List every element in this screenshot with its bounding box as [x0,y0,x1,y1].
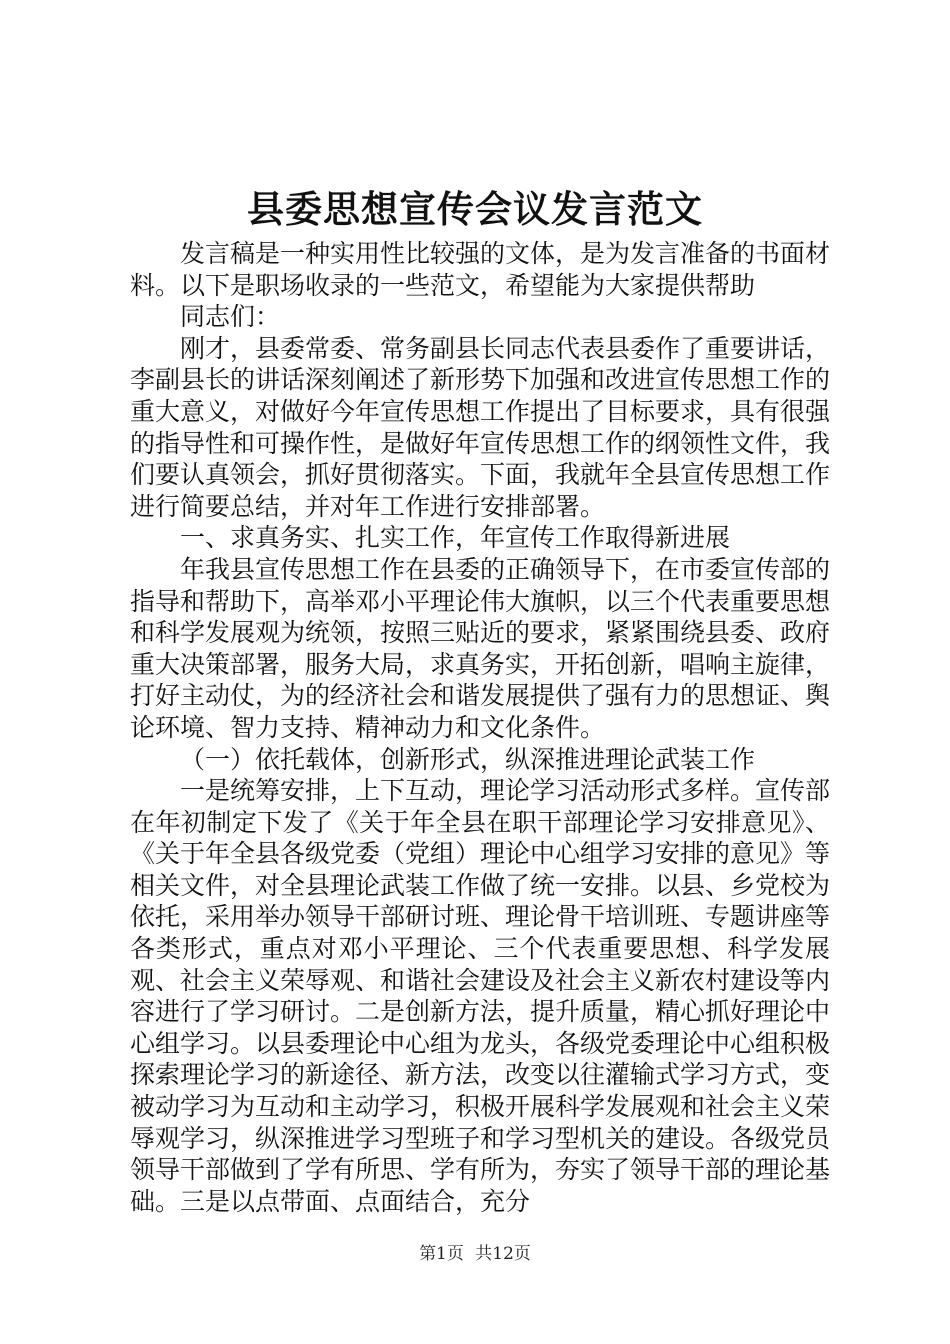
page-number: 第1页 [419,1244,464,1264]
page-footer [0,1242,950,1266]
subsection-heading-1: （一）依托载体，创新形式，纵深推进理论武装工作 [180,744,756,774]
paragraph-intro: 发言稿是一种实用性比较强的文体，是为发言准备的书面材料。以下是职场收录的一些范文，希望能为大家提供帮助 [130,239,831,300]
document-title: 县委思想宣传会议发言范文 [247,187,703,231]
paragraph-opening: 刚才，县委常委、常务副县长同志代表县委作了重要讲话，李副县长的讲话深刻阐述了新形势下加强和改进宣传思想工作的重大意义，对做好今年宣传思想工作提出了目标要求，具有很强的指导性和可操作性，是做好年宣传思想工作的纲领性文件，我们要认真领会，抓好贯彻落实。下面，我就年全县宣传思想工作进行简要总结，并对年工作进行安排部署。 [130,333,831,521]
paragraph-theory-study: 一是统筹安排，上下互动，理论学习活动形式多样。宣传部在年初制定下发了《关于年全县在职干部理论学习安排意见》、《关于年全县各级党委（党组）理论中心组学习安排的意见》等相关文件，对全县理论武装工作做了统一安排。以县、乡党校为依托，采用举办领导干部研讨班、理论骨干培训班、专题讲座等各类形式，重点对邓小平理论、三个代表重要思想、科学发展观、社会主义荣辱观、和谐社会建设及社会主义新农村建设等内容进行了学习研讨。二是创新方法，提升质量，精心抓好理论中心组学习。以县委理论中心组为龙头，各级党委理论中心组积极探索理论学习的新途径、新方法，改变以往灌输式学习方式，变被动学习为互动和主动学习，积极开展科学发展观和社会主义荣辱观学习，纵深推进学习型班子和学习型机关的建设。各级党员领导干部做到了学有所思、学有所为，夯实了领导干部的理论基础。三是以点带面、点面结合，充分 [130,776,831,1216]
page-total: 共12页 [475,1244,531,1264]
paragraph-summary: 年我县宣传思想工作在县委的正确领导下，在市委宣传部的指导和帮助下，高举邓小平理论伟大旗帜，以三个代表重要思想和科学发展观为统领，按照三贴近的要求，紧紧围绕县委、政府重大决策部署，服务大局，求真务实，开拓创新，唱响主旋律，打好主动仗，为的经济社会和谐发展提供了强有力的思想证、舆论环境、智力支持、精神动力和文化条件。 [130,554,831,742]
section-heading-1: 一、求真务实、扎实工作，年宣传工作取得新进展 [180,523,731,553]
paragraph-salutation: 同志们： [180,302,281,332]
document-body [130,238,830,1217]
